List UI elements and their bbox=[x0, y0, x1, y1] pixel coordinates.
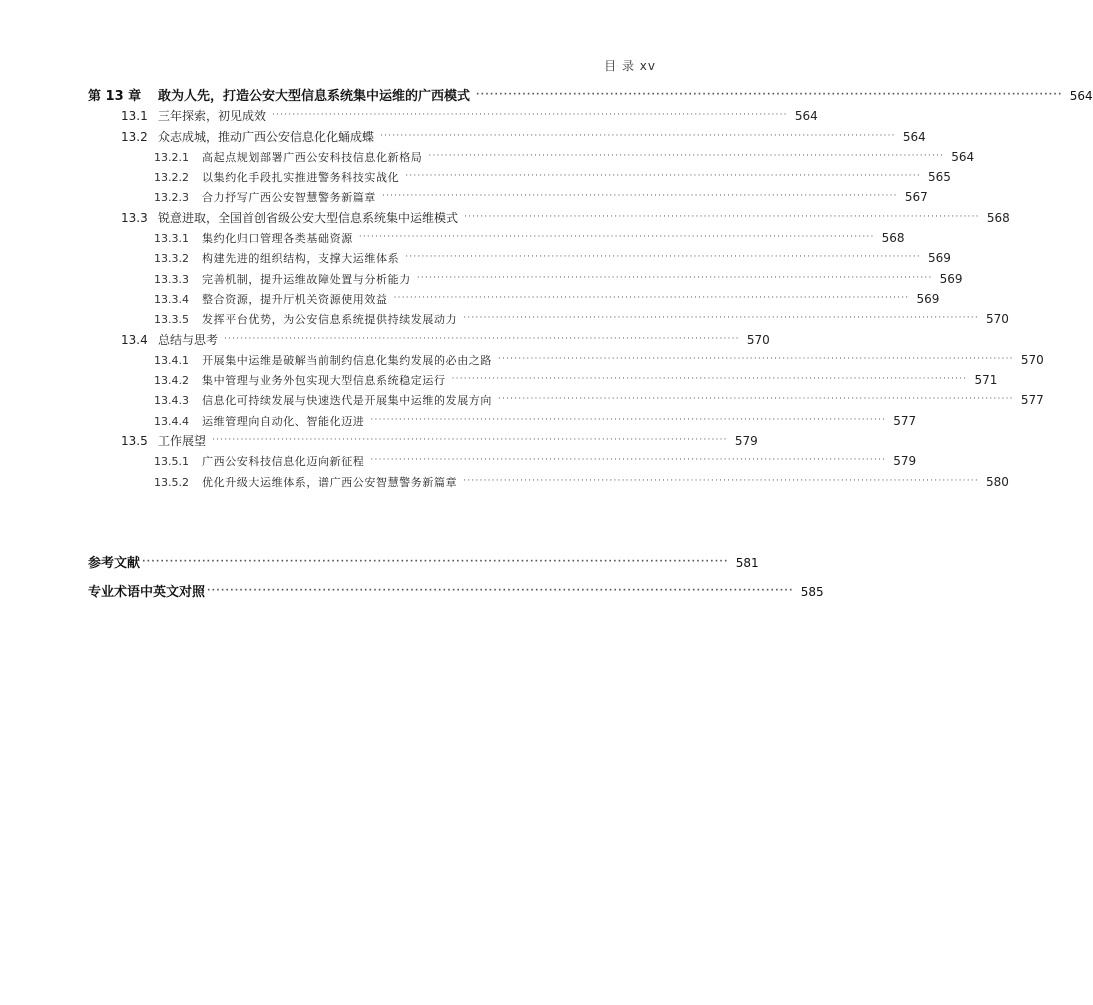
dot-leader bbox=[417, 268, 933, 288]
toc-entries bbox=[88, 106, 1044, 492]
entry-number: 13.4.4 bbox=[154, 414, 189, 428]
table-of-contents bbox=[88, 86, 1093, 492]
page-number: 567 bbox=[904, 190, 928, 205]
page-number: 565 bbox=[928, 170, 951, 185]
backmatter-title: 专业术语中英文对照 bbox=[88, 585, 206, 600]
entry-title: 运维管理向自动化、智能化迈进 bbox=[202, 414, 365, 428]
dot-leader bbox=[212, 430, 728, 450]
page-number: 569 bbox=[928, 251, 951, 266]
dot-leader bbox=[405, 166, 921, 186]
entry-number: 13.4.1 bbox=[154, 353, 189, 367]
dot-leader bbox=[476, 85, 1063, 105]
entry-number: 13.2.3 bbox=[154, 191, 189, 205]
chapter-entry[interactable] bbox=[88, 86, 1093, 106]
entry-number: 13.2.1 bbox=[154, 150, 189, 164]
dot-leader bbox=[463, 471, 979, 491]
entry-title: 开展集中运维是破解当前制约信息化集约发展的必由之路 bbox=[202, 353, 492, 367]
dot-leader bbox=[142, 548, 729, 577]
entry-number: 13.3.1 bbox=[154, 232, 189, 246]
section-entry[interactable] bbox=[88, 431, 758, 451]
page-number: 571 bbox=[974, 373, 998, 388]
page-number: 569 bbox=[939, 271, 963, 286]
entry-number: 13.4.2 bbox=[154, 374, 189, 388]
dot-leader bbox=[370, 410, 886, 430]
subsection-entry[interactable] bbox=[88, 390, 1044, 410]
page-number: 569 bbox=[916, 291, 940, 306]
dot-leader bbox=[428, 146, 944, 166]
dot-leader bbox=[380, 126, 896, 146]
dot-leader bbox=[452, 369, 968, 389]
dot-leader bbox=[405, 247, 921, 267]
entry-title: 以集约化手段扎实推进警务科技实战化 bbox=[202, 171, 400, 185]
entry-title: 高起点规划部署广西公安科技信息化新格局 bbox=[202, 150, 423, 164]
entry-title: 信息化可持续发展与快速迭代是开展集中运维的发展方向 bbox=[202, 394, 492, 408]
entry-number: 13.3.5 bbox=[154, 313, 189, 327]
chapter-number: 第 13 章 bbox=[88, 89, 142, 104]
page-number: 568 bbox=[986, 210, 1010, 225]
entry-number: 13.4 bbox=[121, 332, 148, 347]
entry-number: 13.3.4 bbox=[154, 292, 189, 306]
entry-title: 三年探索，初见成效 bbox=[158, 109, 267, 124]
dot-leader bbox=[464, 207, 980, 227]
dot-leader bbox=[498, 349, 1014, 369]
entry-number: 13.5 bbox=[121, 434, 148, 449]
page-number: 564 bbox=[794, 109, 818, 124]
subsection-entry[interactable] bbox=[88, 248, 951, 268]
entry-number: 13.3 bbox=[121, 210, 148, 225]
dot-leader bbox=[394, 288, 910, 308]
dot-leader bbox=[498, 389, 1014, 409]
entry-title: 构建先进的组织结构，支撑大运维体系 bbox=[202, 252, 400, 266]
subsection-entry[interactable] bbox=[88, 472, 1009, 492]
page-number: 585 bbox=[800, 585, 824, 599]
section-entry[interactable] bbox=[88, 106, 818, 126]
chapter-title: 敢为人先，打造公安大型信息系统集中运维的广西模式 bbox=[158, 89, 471, 104]
page-number: 564 bbox=[902, 129, 926, 144]
entry-title: 整合资源，提升厅机关资源使用效益 bbox=[202, 292, 388, 306]
dot-leader bbox=[463, 308, 979, 328]
subsection-entry[interactable] bbox=[88, 411, 917, 431]
subsection-entry[interactable] bbox=[88, 228, 905, 248]
entry-title: 完善机制，提升运维故障处置与分析能力 bbox=[202, 272, 411, 286]
entry-title: 集中管理与业务外包实现大型信息系统稳定运行 bbox=[202, 374, 446, 388]
dot-leader bbox=[272, 105, 788, 125]
entry-title: 发挥平台优势，为公安信息系统提供持续发展动力 bbox=[202, 313, 458, 327]
running-header: 目 录 xv bbox=[604, 59, 656, 73]
entry-title: 总结与思考 bbox=[158, 332, 219, 347]
subsection-entry[interactable] bbox=[88, 289, 940, 309]
subsection-entry[interactable] bbox=[88, 370, 998, 390]
dot-leader bbox=[359, 227, 875, 247]
subsection-entry[interactable] bbox=[88, 350, 1044, 370]
entry-title: 合力抒写广西公安智慧警务新篇章 bbox=[202, 191, 376, 205]
entry-number: 13.4.3 bbox=[154, 394, 189, 408]
subsection-entry[interactable] bbox=[88, 187, 928, 207]
entry-title: 锐意进取，全国首创省级公安大型信息系统集中运维模式 bbox=[158, 210, 459, 225]
entry-number: 13.3.2 bbox=[154, 252, 189, 266]
page-number: 568 bbox=[881, 231, 905, 246]
entry-number: 13.5.2 bbox=[154, 475, 189, 489]
backmatter-title: 参考文献 bbox=[88, 556, 141, 571]
dot-leader bbox=[207, 577, 794, 606]
dot-leader bbox=[382, 186, 898, 206]
subsection-entry[interactable] bbox=[88, 167, 951, 187]
subsection-entry[interactable] bbox=[88, 309, 1009, 329]
entry-title: 众志成城，推动广西公安信息化化蛹成蝶 bbox=[158, 129, 375, 144]
section-entry[interactable] bbox=[88, 208, 1010, 228]
section-entry[interactable] bbox=[88, 330, 770, 350]
entry-title: 集约化归口管理各类基础资源 bbox=[202, 232, 353, 246]
backmatter-list bbox=[88, 549, 824, 607]
subsection-entry[interactable] bbox=[88, 269, 963, 289]
entry-title: 广西公安科技信息化迈向新征程 bbox=[202, 455, 365, 469]
page-number: 570 bbox=[746, 332, 770, 347]
entry-number: 13.1 bbox=[121, 109, 148, 124]
dot-leader bbox=[370, 450, 886, 470]
page-number: 577 bbox=[893, 413, 917, 428]
page-number: 581 bbox=[735, 556, 759, 570]
section-entry[interactable] bbox=[88, 127, 926, 147]
dot-leader bbox=[224, 329, 740, 349]
entry-number: 13.3.3 bbox=[154, 272, 189, 286]
entry-number: 13.2 bbox=[121, 129, 148, 144]
page-number: 570 bbox=[1020, 352, 1044, 367]
entry-number: 13.5.1 bbox=[154, 455, 189, 469]
page-number: 579 bbox=[893, 454, 917, 469]
backmatter-entry[interactable] bbox=[88, 549, 759, 578]
backmatter-entry[interactable] bbox=[88, 578, 824, 607]
subsection-entry[interactable] bbox=[88, 147, 975, 167]
page-number: 577 bbox=[1020, 393, 1044, 408]
entry-title: 优化升级大运维体系，谱广西公安智慧警务新篇章 bbox=[202, 475, 458, 489]
entry-title: 工作展望 bbox=[158, 434, 207, 449]
page-number: 579 bbox=[734, 434, 758, 449]
entry-number: 13.2.2 bbox=[154, 171, 189, 185]
page-number: 564 bbox=[1069, 89, 1093, 103]
page-number: 580 bbox=[986, 474, 1009, 489]
page-number: 564 bbox=[951, 149, 975, 164]
subsection-entry[interactable] bbox=[88, 451, 917, 471]
page-number: 570 bbox=[986, 312, 1009, 327]
